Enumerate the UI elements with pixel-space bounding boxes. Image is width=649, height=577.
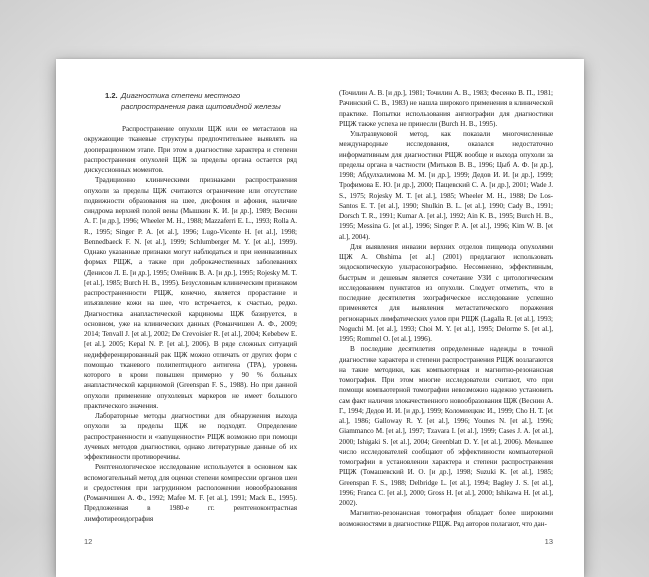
paragraph: В последние десятилетия определенные надежды в точной диагностике характера и степени распространения РЩЖ возлагаются на такие методики, как компьютерная и магнитно-резонансная томография. При этом многие исследователи считают, что при помощи компьютерной томографии невозможно надежно установить сам факт наличия злокачественного новообразования ЩЖ (Веснин А. Г., 1994; Дедов И. И. [и др.], 1999; Коломиецкис И., 1999; Cho H. T. [et al.], 1986; Galloway R. Y. [et al.], 1996; Younes N. [et al.], 1996; Giammanco M. [et al.], 1997; Tzavara I. [et al.], 1999; Cases J. A. [et al.], 2000; Ishigaki S. [et al.], 2004; Greenblatt D. Y. [et al.], 2006). Меньшее число исследователей сообщают об эффективности компьютерной томографии в установлении характера и степени распространения РЩЖ (Томашевский И. О. [и др.], 1998; Suzuki K. [et al.], 1985; Greenspan F. S., 1988; Delbridge L. [et al.], 1994; Bagley J. S. [et al.], 1996; Franca C. [et al.], 2000; Gross H. [et al.], 2000; Ishikawa H. [et al.], 2002).: [339, 345, 553, 507]
paragraph: Ультразвуковой метод, как показали многочисленные международные исследования, оказался недостаточно информативным для диагностики РЩЖ вообще и выхода опухоли за пределы органа в частности (Митьков В. В., 1996; Цыб А. Ф. [и др.], 1998; Абдулхалимова М. М. [и др.], 1999; Дедов И. И. [и др.], 1999; Трофимова Е. Ю. [и др.], 2000; Пащевский С. А. [и др.], 2001; Wade J. S., 1975; Rojesky M. T. [et al.], 1985; Wheeler M. H., 1988; De Los-Santos E. T. [et al.], 1990; Shulkin B. L. [et al.], 1990; Cady B., 1991; Dorsch T. R., 1991; Kumar A. [et al.], 1992; Ain K. B., 1995; Burch H. B., 1995; Messina G. [et al.], 1996; Singer P. A. [et al.], 1996; Kim W. B. [et al.], 2004).: [339, 130, 553, 241]
paragraph: Лабораторные методы диагностики для обнаружения выхода опухоли за пределы ЩЖ не подходят. Определение распространенности и «запущенности» РЩЖ возможно при помощи лучевых методов диагностики, однако литературные данные об их эффективности противоречивы.: [84, 412, 297, 461]
book-spread: [56, 59, 584, 577]
right-page: [320, 59, 584, 577]
section-heading: [105, 91, 297, 112]
page-number-right: 13: [544, 536, 553, 546]
left-page-body: [84, 124, 297, 529]
paragraph: Распространение опухоли ЩЖ или ее метастазов на окружающие тканевые структуры предпочтительнее выявлять на дооперационном этапе. При этом в диагностике характера и степени распространения опухолей ЩЖ за пределы органа остается ряд дискуссионных моментов.: [84, 125, 297, 174]
paragraph: Рентгенологическое исследование используется в основном как вспомогательный метод для оценки степени компрессии органов шеи и средостения при загрудинном расположении новообразования (Романчишен А. Ф., 1992; Mafee M. F. [et al.], 1991; Mack E., 1995). Предложенная в 1980-е гг. рентгеноконтрастная лимфотиреоидография: [84, 463, 297, 523]
section-title: Диагностика степени местного распространения рака щитовидной железы: [121, 91, 281, 111]
left-page: [56, 59, 320, 577]
section-number: 1.2.: [105, 91, 118, 100]
paragraph: Традиционно клиническими признаками распространения опухоли за пределы ЩЖ считаются ограничение или отсутствие подвижности образования на шее, дисфония и афония, наличие синдрома верхней полой вены (Мышкин К. И. [и др.], 1989; Веснин А. Г. [и др.], 1996; Wheeler M. H., 1988; Mazzaferri E. L., 1993; Rolla A. R., 1995; Singer P. A. [et al.], 1996; Lugo-Vicente H. [et al.], 1998; Bennedbaeck F. N. [et al.], 1999; Schlumberger M. Y. [et al.], 1999). Однако указанные признаки могут наблюдаться и при неинвазивных формах РЩЖ, а также при доброкачественных заболеваниях (Денисов Л. Е. [и др.], 1995; Олейник В. А. [и др.], 1995; Rojesky M. T. [et al.], 1985; Burch H. B., 1995). Безусловным клиническим признаком распространенности РЩЖ, конечно, является прорастание и изъязвление кожи на шее, что встречается, к счастью, редко. Диагностика анапластической карциномы ЩЖ базируется, в основном, уже на клинических данных (Романчишен А. Ф., 2009; 2014; Tenvall J. [et al.], 2002; De Crevoisier R. [et al.], 2004; Kebebew E. [et al.], 2005; Kepal N. P. [et al.], 2006). В ряде сложных ситуаций недифференцированный рак ЩЖ можно отличать от других форм с помощью тканевого полипептидного антигена (ТРА), уровень которого в крови повышен примерно у 90 % больных анапластической карциномой (Greenspan F. S., 1988). Но при данной опухоли применение опухолевых маркеров не имеет большого практического значения.: [84, 176, 298, 410]
paragraph: Магнитно-резонансная томография обладает более широкими возможностями в диагностике РЩЖ. Ряд авторов полагают, что дан-: [339, 509, 553, 528]
paragraph: (Точилин А. В. [и др.], 1981; Точилин А. В., 1983; Фесенко В. П., 1981; Рачинский С. В., 1983) не нашла широкого применения в клинической практике. Попытки использования ангиографии для диагностики РЩЖ также успеха не принесли (Burch H. B., 1995).: [339, 89, 553, 128]
paragraph: Для выявления инвазии верхних отделов пищевода опухолями ЩЖ A. Ohshima [et al.] (2001) предлагают использовать эндоскопическую ультрасонографию. Несомненно, эффективным, быстрым и дешевым является сочетание УЗИ с цитологическим исследованием пунктатов из опухоли. Следует отметить, что в последние десятилетия эхографическое исследование успешно применяется для выявления метастатического поражения регионарных лимфатических узлов при РЩЖ (Lagalla R. [et al.], 1993; Noguchi M. [et al.], 1993; Choi M. Y. [et al.], 1995; Delorme S. [et al.], 1995; Rommel O. [et al.], 1996).: [339, 242, 553, 343]
right-page-body: [339, 88, 553, 529]
page-number-left: 12: [84, 536, 93, 546]
